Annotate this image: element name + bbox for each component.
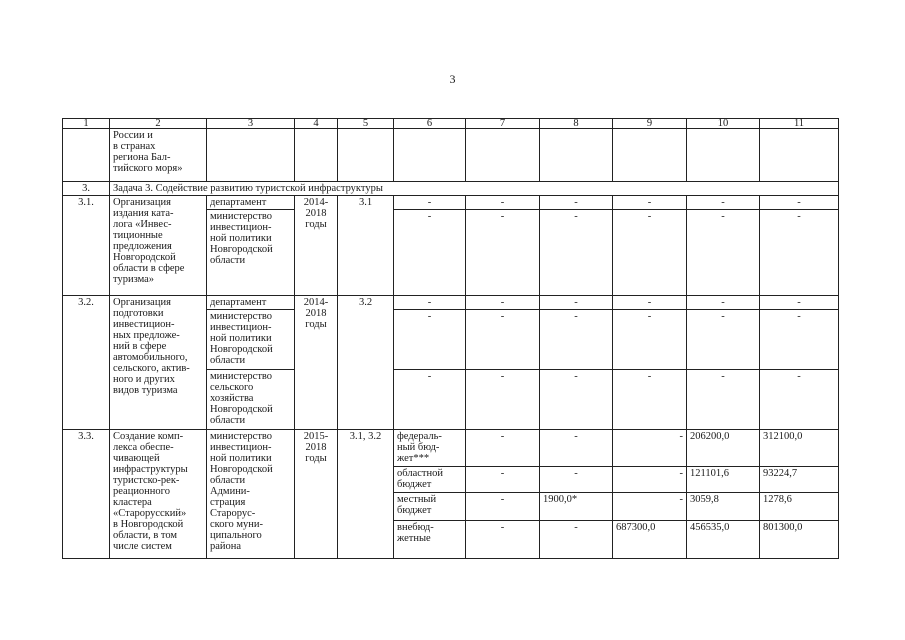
funding-cell: 93224,7 bbox=[760, 467, 839, 493]
funding-cell: 1900,0* bbox=[540, 493, 613, 521]
funding-cell: - bbox=[466, 196, 540, 210]
column-header: 2 bbox=[110, 119, 207, 129]
program-activities-table bbox=[62, 118, 839, 559]
activity-name: Организация подготовки инвестицион- ных предложе- ний в сфере автомобильного, сельского, актив- ного и других видов туризма bbox=[110, 296, 207, 430]
period: 2014- 2018 годы bbox=[295, 196, 338, 296]
item-number: 3.3. bbox=[63, 430, 110, 559]
activity-name: Организация издания ката- лога «Инвес- тиционные предложения Новгородской области в сфере туризма» bbox=[110, 196, 207, 296]
funding-source: внебюд- жетные bbox=[394, 521, 466, 559]
funding-cell: - bbox=[466, 430, 540, 467]
funding-cell: 801300,0 bbox=[760, 521, 839, 559]
column-header: 3 bbox=[207, 119, 295, 129]
executor: департамент bbox=[207, 196, 295, 210]
funding-cell: - bbox=[613, 310, 687, 370]
activity-name-continued: России и в странах региона Бал- тийского моря» bbox=[110, 129, 207, 182]
funding-cell: - bbox=[466, 310, 540, 370]
funding-cell: - bbox=[687, 296, 760, 310]
funding-cell: - bbox=[760, 370, 839, 430]
funding-cell: - bbox=[613, 196, 687, 210]
funding-cell: - bbox=[613, 370, 687, 430]
funding-cell: - bbox=[687, 310, 760, 370]
funding-cell: - bbox=[613, 210, 687, 296]
funding-cell: - bbox=[687, 370, 760, 430]
funding-cell: - bbox=[760, 210, 839, 296]
executor: министерство сельского хозяйства Новгородской области bbox=[207, 370, 295, 430]
funding-cell: - bbox=[540, 296, 613, 310]
funding-cell: 687300,0 bbox=[613, 521, 687, 559]
funding-cell: - bbox=[394, 210, 466, 296]
table-row bbox=[63, 196, 839, 210]
task-number: 3. bbox=[63, 182, 110, 196]
funding-cell: - bbox=[540, 521, 613, 559]
task-title: Задача 3. Содействие развитию туристской инфраструктуры bbox=[110, 182, 839, 196]
column-header: 4 bbox=[295, 119, 338, 129]
funding-cell: - bbox=[466, 521, 540, 559]
column-header: 10 bbox=[687, 119, 760, 129]
funding-cell: 1278,6 bbox=[760, 493, 839, 521]
funding-cell: - bbox=[540, 210, 613, 296]
funding-cell: 206200,0 bbox=[687, 430, 760, 467]
column-number-row bbox=[63, 119, 839, 129]
funding-cell: - bbox=[394, 296, 466, 310]
funding-cell: - bbox=[760, 196, 839, 210]
funding-cell: - bbox=[540, 310, 613, 370]
target-ref: 3.2 bbox=[338, 296, 394, 430]
target-ref: 3.1 bbox=[338, 196, 394, 296]
funding-cell: - bbox=[760, 296, 839, 310]
funding-cell: - bbox=[466, 296, 540, 310]
funding-cell: - bbox=[394, 370, 466, 430]
table-row bbox=[63, 430, 839, 467]
funding-cell: - bbox=[466, 467, 540, 493]
column-header: 5 bbox=[338, 119, 394, 129]
funding-cell: - bbox=[466, 493, 540, 521]
funding-cell: - bbox=[394, 310, 466, 370]
executor: министерство инвестицион- ной политики Новгородской области bbox=[207, 210, 295, 296]
funding-source: федераль- ный бюд- жет*** bbox=[394, 430, 466, 467]
funding-cell: - bbox=[613, 296, 687, 310]
period: 2014- 2018 годы bbox=[295, 296, 338, 430]
column-header: 1 bbox=[63, 119, 110, 129]
funding-cell: - bbox=[540, 430, 613, 467]
column-header: 6 bbox=[394, 119, 466, 129]
executor: министерство инвестицион- ной политики Новгородской области Админи- страция Старорус- ского муни- ципального района bbox=[207, 430, 295, 559]
funding-cell: - bbox=[613, 493, 687, 521]
column-header: 9 bbox=[613, 119, 687, 129]
activity-name: Создание комп- лекса обеспе- чивающей инфраструктуры туристско-рек- реационного кластера «Старорусский» в Новгородской области, в том числе систем bbox=[110, 430, 207, 559]
funding-cell: 456535,0 bbox=[687, 521, 760, 559]
table-row bbox=[63, 296, 839, 310]
funding-cell: - bbox=[394, 196, 466, 210]
table-row bbox=[63, 129, 839, 182]
executor: департамент bbox=[207, 296, 295, 310]
funding-cell: - bbox=[760, 310, 839, 370]
period: 2015- 2018 годы bbox=[295, 430, 338, 559]
column-header: 7 bbox=[466, 119, 540, 129]
funding-cell: - bbox=[613, 467, 687, 493]
funding-cell: 3059,8 bbox=[687, 493, 760, 521]
column-header: 8 bbox=[540, 119, 613, 129]
funding-cell: - bbox=[540, 467, 613, 493]
item-number: 3.2. bbox=[63, 296, 110, 430]
executor: министерство инвестицион- ной политики Новгородской области bbox=[207, 310, 295, 370]
column-header: 11 bbox=[760, 119, 839, 129]
page-number: 3 bbox=[449, 72, 456, 86]
funding-cell: - bbox=[613, 430, 687, 467]
funding-cell: - bbox=[466, 370, 540, 430]
funding-source: областной бюджет bbox=[394, 467, 466, 493]
funding-cell: - bbox=[687, 210, 760, 296]
target-ref: 3.1, 3.2 bbox=[338, 430, 394, 559]
funding-cell: - bbox=[540, 370, 613, 430]
funding-cell: - bbox=[540, 196, 613, 210]
funding-cell: 312100,0 bbox=[760, 430, 839, 467]
funding-cell: - bbox=[687, 196, 760, 210]
funding-cell: - bbox=[466, 210, 540, 296]
funding-cell: 121101,6 bbox=[687, 467, 760, 493]
item-number: 3.1. bbox=[63, 196, 110, 296]
funding-source: местный бюджет bbox=[394, 493, 466, 521]
task-row bbox=[63, 182, 839, 196]
